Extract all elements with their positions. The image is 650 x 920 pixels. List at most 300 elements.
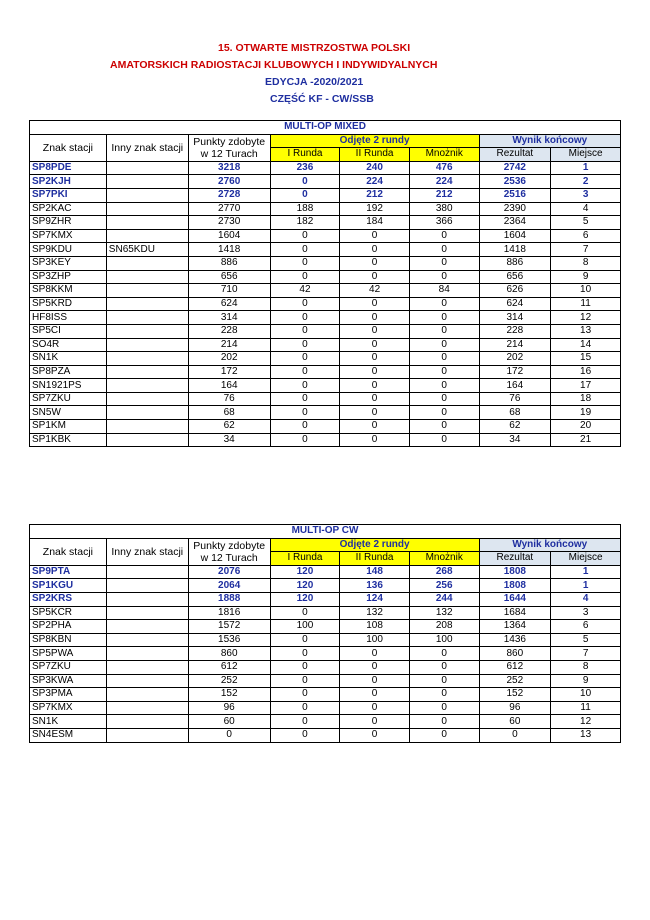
other-call: SN65KDU: [106, 243, 188, 257]
round2-value: 0: [340, 297, 410, 311]
place-value: 3: [551, 188, 621, 202]
place-value: 19: [551, 406, 621, 420]
other-call: [106, 297, 188, 311]
column-header-round1: I Runda: [270, 552, 340, 566]
place-value: 2: [551, 175, 621, 189]
other-call: [106, 229, 188, 243]
mult-value: 244: [409, 592, 479, 606]
other-call: [106, 406, 188, 420]
result-value: 62: [479, 420, 551, 434]
other-call: [106, 565, 188, 579]
round2-value: 42: [340, 284, 410, 298]
round1-value: 120: [270, 579, 340, 593]
station-call: SP1KBK: [30, 433, 107, 447]
points-value: 0: [188, 728, 270, 742]
table-row: [30, 270, 621, 284]
other-call: [106, 433, 188, 447]
table-row: [30, 728, 621, 742]
mult-value: 0: [409, 728, 479, 742]
round2-value: 0: [340, 433, 410, 447]
table-title: MULTI-OP CW: [30, 525, 621, 539]
result-value: 34: [479, 433, 551, 447]
other-call: [106, 728, 188, 742]
points-value: 1418: [188, 243, 270, 257]
mult-value: 0: [409, 297, 479, 311]
round1-value: 188: [270, 202, 340, 216]
title-line-1: 15. OTWARTE MISTRZOSTWA POLSKI: [218, 42, 411, 54]
points-value: 96: [188, 701, 270, 715]
other-call: [106, 256, 188, 270]
station-call: SN5W: [30, 406, 107, 420]
result-value: 96: [479, 701, 551, 715]
station-call: SP9ZHR: [30, 216, 107, 230]
mult-value: 84: [409, 284, 479, 298]
round2-value: 0: [340, 728, 410, 742]
result-value: 886: [479, 256, 551, 270]
points-value: 164: [188, 379, 270, 393]
round1-value: 0: [270, 715, 340, 729]
round2-value: 148: [340, 565, 410, 579]
round1-value: 0: [270, 175, 340, 189]
result-value: 68: [479, 406, 551, 420]
place-value: 18: [551, 392, 621, 406]
table-row: [30, 297, 621, 311]
points-value: 612: [188, 660, 270, 674]
result-value: 60: [479, 715, 551, 729]
mult-value: 0: [409, 647, 479, 661]
round1-value: 182: [270, 216, 340, 230]
place-value: 6: [551, 620, 621, 634]
place-value: 4: [551, 202, 621, 216]
mult-value: 256: [409, 579, 479, 593]
results-table-mixed: [29, 120, 621, 447]
mult-value: 476: [409, 161, 479, 175]
round1-value: 42: [270, 284, 340, 298]
table-row: [30, 175, 621, 189]
other-call: [106, 161, 188, 175]
table-row: [30, 161, 621, 175]
round1-value: 0: [270, 647, 340, 661]
column-header-place: Miejsce: [551, 148, 621, 162]
mult-value: 224: [409, 175, 479, 189]
result-value: 2364: [479, 216, 551, 230]
other-call: [106, 620, 188, 634]
round2-value: 192: [340, 202, 410, 216]
other-call: [106, 688, 188, 702]
table-title: MULTI-OP MIXED: [30, 121, 621, 135]
table-row: [30, 715, 621, 729]
round2-value: 0: [340, 674, 410, 688]
place-value: 1: [551, 161, 621, 175]
column-header-call: Znak stacji: [30, 134, 107, 161]
table-row: [30, 647, 621, 661]
result-value: 1644: [479, 592, 551, 606]
points-value: 1888: [188, 592, 270, 606]
mult-value: 366: [409, 216, 479, 230]
points-value: 3218: [188, 161, 270, 175]
round2-value: 100: [340, 633, 410, 647]
station-call: SP3PMA: [30, 688, 107, 702]
result-value: 228: [479, 324, 551, 338]
points-value: 228: [188, 324, 270, 338]
place-value: 8: [551, 660, 621, 674]
station-call: HF8ISS: [30, 311, 107, 325]
column-header-other-call: Inny znak stacji: [106, 134, 188, 161]
points-value: 214: [188, 338, 270, 352]
station-call: SP7KMX: [30, 701, 107, 715]
station-call: SP5PWA: [30, 647, 107, 661]
table-row: [30, 352, 621, 366]
column-header-place: Miejsce: [551, 552, 621, 566]
result-value: 626: [479, 284, 551, 298]
table-row: [30, 579, 621, 593]
table-row: [30, 606, 621, 620]
station-call: SP8PZA: [30, 365, 107, 379]
column-header-round2: II Runda: [340, 552, 410, 566]
round1-value: 0: [270, 311, 340, 325]
column-header-deducted: Odjęte 2 rundy: [270, 538, 479, 552]
station-call: SP1KGU: [30, 579, 107, 593]
round1-value: 120: [270, 592, 340, 606]
station-call: SP2PHA: [30, 620, 107, 634]
place-value: 9: [551, 270, 621, 284]
other-call: [106, 338, 188, 352]
result-value: 2742: [479, 161, 551, 175]
result-value: 656: [479, 270, 551, 284]
column-header-mult: Mnożnik: [409, 148, 479, 162]
column-header-final: Wynik końcowy: [479, 538, 620, 552]
points-value: 60: [188, 715, 270, 729]
result-value: 624: [479, 297, 551, 311]
station-call: SP2KJH: [30, 175, 107, 189]
place-value: 12: [551, 715, 621, 729]
place-value: 13: [551, 728, 621, 742]
place-value: 15: [551, 352, 621, 366]
mult-value: 132: [409, 606, 479, 620]
other-call: [106, 606, 188, 620]
points-value: 710: [188, 284, 270, 298]
station-call: SP3KWA: [30, 674, 107, 688]
points-value: 2730: [188, 216, 270, 230]
mult-value: 0: [409, 352, 479, 366]
result-value: 860: [479, 647, 551, 661]
other-call: [106, 311, 188, 325]
round1-value: 0: [270, 379, 340, 393]
table-row: [30, 701, 621, 715]
mult-value: 0: [409, 688, 479, 702]
round2-value: 0: [340, 338, 410, 352]
other-call: [106, 188, 188, 202]
station-call: SN4ESM: [30, 728, 107, 742]
points-value: 314: [188, 311, 270, 325]
round1-value: 0: [270, 674, 340, 688]
table-row: [30, 674, 621, 688]
column-header-deducted: Odjęte 2 rundy: [270, 134, 479, 148]
column-header-final: Wynik końcowy: [479, 134, 620, 148]
other-call: [106, 660, 188, 674]
place-value: 20: [551, 420, 621, 434]
round2-value: 0: [340, 352, 410, 366]
round2-value: 224: [340, 175, 410, 189]
mult-value: 0: [409, 324, 479, 338]
round1-value: 0: [270, 256, 340, 270]
points-value: 656: [188, 270, 270, 284]
other-call: [106, 216, 188, 230]
table-row: [30, 188, 621, 202]
station-call: SP2KAC: [30, 202, 107, 216]
place-value: 10: [551, 688, 621, 702]
other-call: [106, 633, 188, 647]
result-value: 2390: [479, 202, 551, 216]
round1-value: 0: [270, 420, 340, 434]
place-value: 13: [551, 324, 621, 338]
points-value: 886: [188, 256, 270, 270]
mult-value: 0: [409, 433, 479, 447]
column-header-points: Punkty zdobyte w 12 Turach: [188, 538, 270, 565]
table-row: [30, 392, 621, 406]
round1-value: 0: [270, 352, 340, 366]
points-value: 2770: [188, 202, 270, 216]
table-row: [30, 256, 621, 270]
points-value: 2760: [188, 175, 270, 189]
place-value: 5: [551, 633, 621, 647]
column-header-mult: Mnożnik: [409, 552, 479, 566]
round1-value: 0: [270, 606, 340, 620]
table-row: [30, 660, 621, 674]
column-header-result: Rezultat: [479, 552, 551, 566]
round2-value: 0: [340, 229, 410, 243]
place-value: 11: [551, 701, 621, 715]
station-call: SP7ZKU: [30, 392, 107, 406]
round2-value: 0: [340, 420, 410, 434]
mult-value: 0: [409, 674, 479, 688]
station-call: SP7KMX: [30, 229, 107, 243]
column-header-round2: II Runda: [340, 148, 410, 162]
table-row: [30, 592, 621, 606]
table-title-row: [30, 525, 621, 539]
other-call: [106, 701, 188, 715]
points-value: 2728: [188, 188, 270, 202]
result-value: 612: [479, 660, 551, 674]
points-value: 2076: [188, 565, 270, 579]
column-header-call: Znak stacji: [30, 538, 107, 565]
round1-value: 0: [270, 660, 340, 674]
table-row: [30, 202, 621, 216]
round2-value: 0: [340, 406, 410, 420]
round1-value: 0: [270, 688, 340, 702]
round2-value: 124: [340, 592, 410, 606]
column-header-round1: I Runda: [270, 148, 340, 162]
other-call: [106, 674, 188, 688]
table-row: [30, 620, 621, 634]
station-call: SN1K: [30, 352, 107, 366]
round1-value: 0: [270, 701, 340, 715]
table-row: [30, 420, 621, 434]
result-value: 252: [479, 674, 551, 688]
points-value: 34: [188, 433, 270, 447]
round2-value: 0: [340, 256, 410, 270]
round2-value: 240: [340, 161, 410, 175]
place-value: 11: [551, 297, 621, 311]
other-call: [106, 420, 188, 434]
place-value: 21: [551, 433, 621, 447]
station-call: SP5CI: [30, 324, 107, 338]
result-value: 2536: [479, 175, 551, 189]
table-row: [30, 229, 621, 243]
station-call: SP9KDU: [30, 243, 107, 257]
other-call: [106, 379, 188, 393]
place-value: 6: [551, 229, 621, 243]
other-call: [106, 324, 188, 338]
round2-value: 132: [340, 606, 410, 620]
round1-value: 0: [270, 392, 340, 406]
place-value: 1: [551, 565, 621, 579]
mult-value: 0: [409, 270, 479, 284]
round1-value: 0: [270, 229, 340, 243]
round1-value: 0: [270, 433, 340, 447]
table-row: [30, 311, 621, 325]
place-value: 9: [551, 674, 621, 688]
points-value: 172: [188, 365, 270, 379]
round2-value: 0: [340, 379, 410, 393]
mult-value: 0: [409, 392, 479, 406]
place-value: 3: [551, 606, 621, 620]
station-call: SP9PTA: [30, 565, 107, 579]
round2-value: 184: [340, 216, 410, 230]
table-row: [30, 216, 621, 230]
header-row: [30, 538, 621, 552]
round1-value: 0: [270, 243, 340, 257]
station-call: SP5KCR: [30, 606, 107, 620]
round2-value: 0: [340, 365, 410, 379]
mult-value: 0: [409, 256, 479, 270]
place-value: 1: [551, 579, 621, 593]
round1-value: 0: [270, 324, 340, 338]
mult-value: 0: [409, 406, 479, 420]
mult-value: 380: [409, 202, 479, 216]
points-value: 860: [188, 647, 270, 661]
station-call: SP3ZHP: [30, 270, 107, 284]
table-row: [30, 633, 621, 647]
round1-value: 0: [270, 188, 340, 202]
points-value: 62: [188, 420, 270, 434]
mult-value: 0: [409, 365, 479, 379]
place-value: 14: [551, 338, 621, 352]
table-row: [30, 406, 621, 420]
round2-value: 108: [340, 620, 410, 634]
place-value: 12: [551, 311, 621, 325]
result-value: 172: [479, 365, 551, 379]
round1-value: 0: [270, 633, 340, 647]
result-value: 314: [479, 311, 551, 325]
points-value: 76: [188, 392, 270, 406]
place-value: 8: [551, 256, 621, 270]
column-header-other-call: Inny znak stacji: [106, 538, 188, 565]
round1-value: 0: [270, 406, 340, 420]
round2-value: 0: [340, 311, 410, 325]
table-row: [30, 338, 621, 352]
mult-value: 212: [409, 188, 479, 202]
other-call: [106, 647, 188, 661]
station-call: SP8PDE: [30, 161, 107, 175]
round1-value: 0: [270, 728, 340, 742]
round1-value: 0: [270, 297, 340, 311]
mult-value: 0: [409, 701, 479, 715]
round2-value: 0: [340, 647, 410, 661]
place-value: 7: [551, 243, 621, 257]
points-value: 1572: [188, 620, 270, 634]
table-row: [30, 688, 621, 702]
place-value: 17: [551, 379, 621, 393]
place-value: 5: [551, 216, 621, 230]
result-value: 1604: [479, 229, 551, 243]
round2-value: 0: [340, 243, 410, 257]
round1-value: 236: [270, 161, 340, 175]
other-call: [106, 284, 188, 298]
result-value: 76: [479, 392, 551, 406]
result-value: 164: [479, 379, 551, 393]
result-value: 1436: [479, 633, 551, 647]
result-value: 1808: [479, 565, 551, 579]
round2-value: 0: [340, 715, 410, 729]
station-call: SP8KBN: [30, 633, 107, 647]
mult-value: 0: [409, 311, 479, 325]
station-call: SP8KKM: [30, 284, 107, 298]
round2-value: 0: [340, 688, 410, 702]
mult-value: 0: [409, 660, 479, 674]
other-call: [106, 352, 188, 366]
result-value: 1364: [479, 620, 551, 634]
edition-line: EDYCJA -2020/2021: [265, 76, 364, 88]
points-value: 152: [188, 688, 270, 702]
round2-value: 212: [340, 188, 410, 202]
result-value: 214: [479, 338, 551, 352]
result-value: 0: [479, 728, 551, 742]
station-call: SP1KM: [30, 420, 107, 434]
round1-value: 0: [270, 365, 340, 379]
points-value: 1816: [188, 606, 270, 620]
round1-value: 0: [270, 338, 340, 352]
mult-value: 0: [409, 338, 479, 352]
result-value: 202: [479, 352, 551, 366]
round2-value: 0: [340, 660, 410, 674]
round2-value: 0: [340, 701, 410, 715]
station-call: SP5KRD: [30, 297, 107, 311]
mult-value: 0: [409, 243, 479, 257]
other-call: [106, 715, 188, 729]
place-value: 7: [551, 647, 621, 661]
result-value: 1808: [479, 579, 551, 593]
points-value: 202: [188, 352, 270, 366]
station-call: SO4R: [30, 338, 107, 352]
round2-value: 0: [340, 392, 410, 406]
table-row: [30, 365, 621, 379]
points-value: 624: [188, 297, 270, 311]
round2-value: 136: [340, 579, 410, 593]
results-table-cw: [29, 524, 621, 743]
other-call: [106, 365, 188, 379]
other-call: [106, 175, 188, 189]
other-call: [106, 392, 188, 406]
table-title-row: [30, 121, 621, 135]
station-call: SP3KEY: [30, 256, 107, 270]
station-call: SP7ZKU: [30, 660, 107, 674]
mult-value: 100: [409, 633, 479, 647]
table-row: [30, 243, 621, 257]
result-value: 152: [479, 688, 551, 702]
station-call: SN1K: [30, 715, 107, 729]
points-value: 1604: [188, 229, 270, 243]
